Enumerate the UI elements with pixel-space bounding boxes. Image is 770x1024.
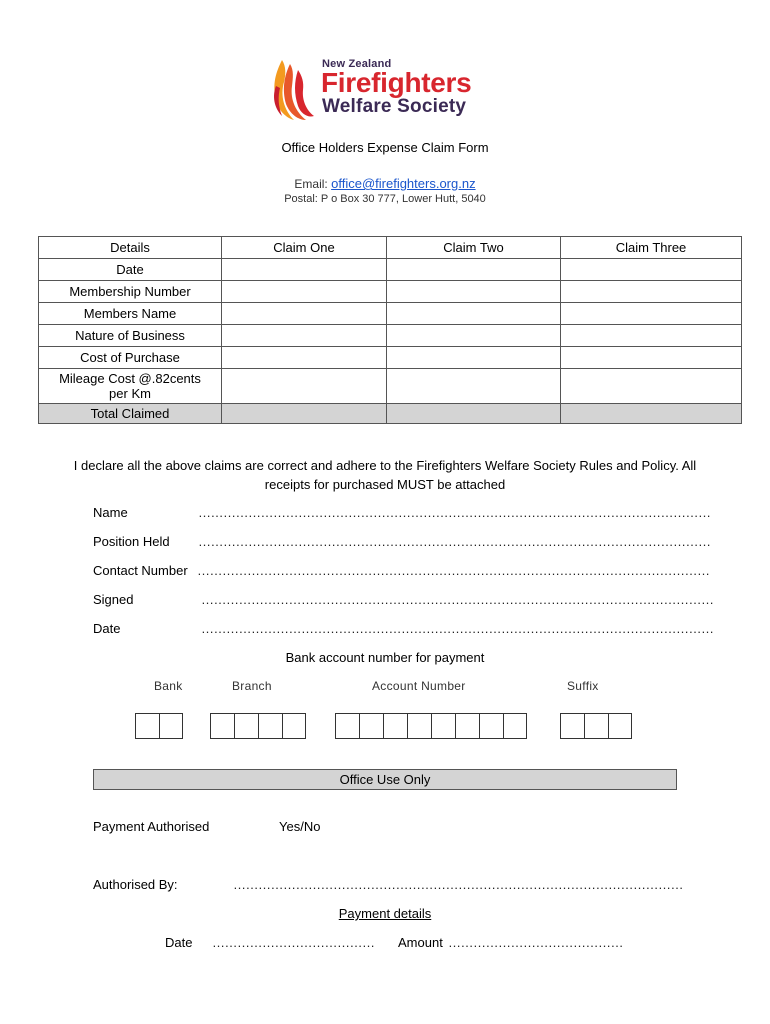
digit-box[interactable] — [608, 713, 632, 739]
logo-country: New Zealand — [322, 58, 392, 70]
suffix-label: Suffix — [567, 679, 599, 693]
claim-two-total-cell[interactable] — [387, 404, 561, 424]
account-number-label: Account Number — [372, 679, 466, 693]
table-header-row — [39, 237, 742, 259]
header-claim-one: Claim One — [222, 237, 387, 259]
position-held-label: Position Held — [93, 534, 170, 549]
digit-box[interactable] — [258, 713, 282, 739]
digit-box[interactable] — [335, 713, 359, 739]
amount-label: Amount — [398, 935, 443, 950]
position-held-field[interactable]: …………………………………………………………………………………………………………… — [198, 534, 711, 549]
claim-three-total-cell[interactable] — [561, 404, 742, 424]
header-details: Details — [39, 237, 222, 259]
digit-box[interactable] — [159, 713, 183, 739]
contact-number-label: Contact Number — [93, 563, 188, 578]
claim-three-mileage-cell[interactable] — [561, 369, 742, 404]
total-label: Total Claimed — [39, 404, 222, 424]
digit-box[interactable] — [455, 713, 479, 739]
claim-one-mileage-cell[interactable] — [222, 369, 387, 404]
claim-one-cost-cell[interactable] — [222, 347, 387, 369]
logo-name: Firefighters — [321, 67, 472, 98]
branch-number-boxes[interactable] — [210, 713, 306, 739]
row-label: Cost of Purchase — [39, 347, 222, 369]
branch-label: Branch — [232, 679, 272, 693]
bank-account-title: Bank account number for payment — [285, 650, 485, 665]
claim-two-date-cell[interactable] — [387, 259, 561, 281]
payment-date-label: Date — [165, 935, 193, 950]
table-row — [39, 325, 742, 347]
table-row — [39, 369, 742, 404]
digit-box[interactable] — [359, 713, 383, 739]
row-label: Membership Number — [39, 281, 222, 303]
date-label: Date — [93, 621, 121, 636]
claim-three-cost-cell[interactable] — [561, 347, 742, 369]
total-row — [39, 404, 742, 424]
digit-box[interactable] — [210, 713, 234, 739]
authorised-by-label: Authorised By: — [93, 877, 178, 892]
claim-two-cost-cell[interactable] — [387, 347, 561, 369]
row-label: Nature of Business — [39, 325, 222, 347]
digit-box[interactable] — [584, 713, 608, 739]
digit-box[interactable] — [383, 713, 407, 739]
signed-field[interactable]: …………………………………………………………………………………………………………… — [201, 592, 714, 607]
header-claim-two: Claim Two — [387, 237, 561, 259]
amount-field[interactable]: …………………………………… — [448, 935, 623, 950]
name-field[interactable]: …………………………………………………………………………………………………………… — [198, 505, 711, 520]
claim-two-mileage-cell[interactable] — [387, 369, 561, 404]
flame-logo-icon — [268, 56, 318, 122]
payment-date-field[interactable]: ………………………………… — [212, 935, 375, 950]
digit-box[interactable] — [407, 713, 431, 739]
digit-box[interactable] — [503, 713, 527, 739]
payment-details-heading: Payment details — [338, 906, 432, 921]
table-row — [39, 281, 742, 303]
claim-three-membership-cell[interactable] — [561, 281, 742, 303]
row-label: Date — [39, 259, 222, 281]
digit-box[interactable] — [234, 713, 258, 739]
digit-box[interactable] — [282, 713, 306, 739]
signed-label: Signed — [93, 592, 134, 607]
bank-label: Bank — [154, 679, 183, 693]
contact-number-field[interactable]: …………………………………………………………………………………………………………… — [197, 563, 710, 578]
email-line — [0, 176, 770, 191]
bank-number-boxes[interactable] — [135, 713, 183, 739]
header-claim-three: Claim Three — [561, 237, 742, 259]
society-logo — [268, 54, 508, 124]
claims-table — [38, 236, 742, 424]
claim-one-date-cell[interactable] — [222, 259, 387, 281]
form-title: Office Holders Expense Claim Form — [281, 140, 489, 155]
row-label: Members Name — [39, 303, 222, 325]
digit-box[interactable] — [135, 713, 159, 739]
email-label: Email: — [294, 177, 332, 191]
account-number-boxes[interactable] — [335, 713, 527, 739]
claim-two-membership-cell[interactable] — [387, 281, 561, 303]
claim-one-member-name-cell[interactable] — [222, 303, 387, 325]
claim-one-business-cell[interactable] — [222, 325, 387, 347]
claim-two-business-cell[interactable] — [387, 325, 561, 347]
row-label: Mileage Cost @.82cents per Km — [39, 369, 222, 404]
logo-subname: Welfare Society — [322, 96, 467, 117]
claim-three-date-cell[interactable] — [561, 259, 742, 281]
claim-three-business-cell[interactable] — [561, 325, 742, 347]
email-link[interactable]: office@firefighters.org.nz — [331, 176, 476, 191]
date-field[interactable]: …………………………………………………………………………………………………………… — [201, 621, 714, 636]
digit-box[interactable] — [560, 713, 584, 739]
table-row — [39, 347, 742, 369]
declaration-text: I declare all the above claims are correct and adhere to the Firefighters Welfare Society Rules and Policy. All receipts for purchased MUST be attached — [73, 458, 697, 492]
office-use-heading: Office Use Only — [93, 769, 677, 790]
suffix-boxes[interactable] — [560, 713, 632, 739]
payment-authorised-label: Payment Authorised — [93, 819, 210, 834]
table-row — [39, 259, 742, 281]
claim-three-member-name-cell[interactable] — [561, 303, 742, 325]
claim-one-membership-cell[interactable] — [222, 281, 387, 303]
authorised-by-field[interactable]: ……………………………………………………………………………………………… — [233, 877, 683, 892]
postal-address: Postal: P o Box 30 777, Lower Hutt, 5040 — [284, 193, 486, 205]
yes-no-option[interactable]: Yes/No — [279, 819, 321, 834]
digit-box[interactable] — [431, 713, 455, 739]
name-label: Name — [93, 505, 128, 520]
claim-one-total-cell[interactable] — [222, 404, 387, 424]
digit-box[interactable] — [479, 713, 503, 739]
claim-two-member-name-cell[interactable] — [387, 303, 561, 325]
table-row — [39, 303, 742, 325]
